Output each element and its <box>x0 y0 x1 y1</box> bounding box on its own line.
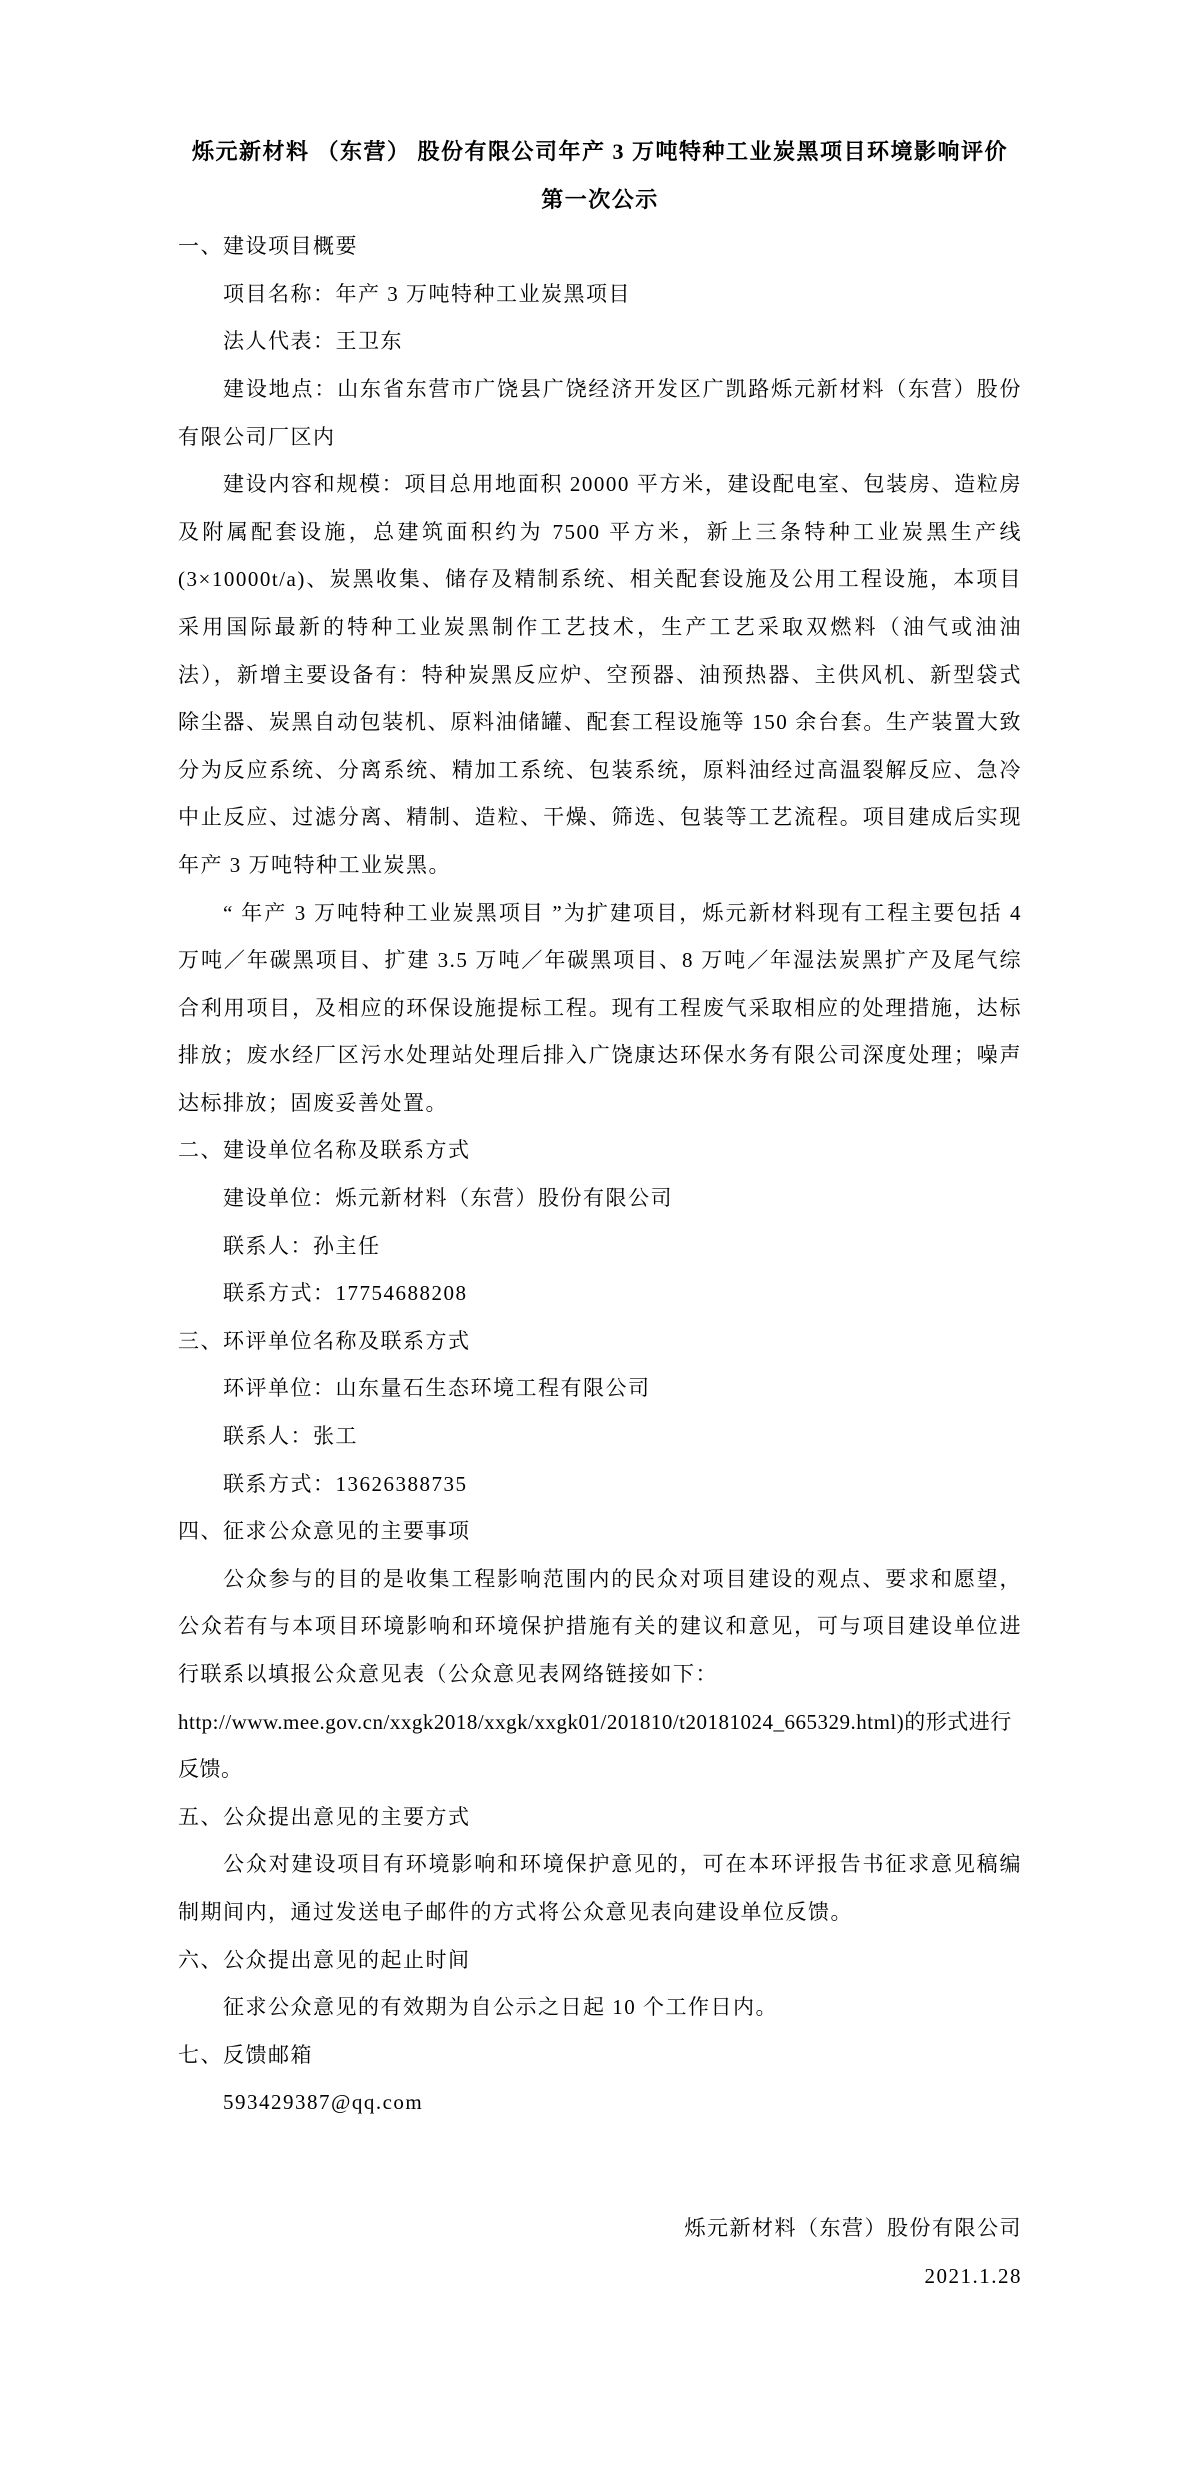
existing-project-paragraph: “ 年产 3 万吨特种工业炭黑项目 ”为扩建项目，烁元新材料现有工程主要包括 4 万吨／年碳黑项目、扩建 3.5 万吨／年碳黑项目、8 万吨／年湿法炭黑扩产及尾气综合利用项目，及相应的环保设施提标工程。现有工程废气采取相应的处理措施，达标排放；废水经厂区污水处理站处理后排入广饶康达环保水务有限公司深度处理；噪声达标排放；固废妥善处置。 <box>178 900 1022 1115</box>
section-1-heading: 一、建设项目概要 <box>178 234 358 259</box>
owner-contact-phone-line: 联系方式：17754688208 <box>223 1281 468 1306</box>
section-feedback-email <box>178 2032 1022 2127</box>
eia-contact-phone-line: 联系方式：13626388735 <box>223 1471 468 1496</box>
project-name-line: 项目名称：年产 3 万吨特种工业炭黑项目 <box>223 281 631 306</box>
section-public-opinion-items <box>178 1508 1022 1794</box>
section-2-heading: 二、建设单位名称及联系方式 <box>178 1138 471 1163</box>
owner-contact-person-line: 联系人：孙主任 <box>223 1233 381 1258</box>
section-owner-contact <box>178 1127 1022 1317</box>
public-participation-paragraph: 公众参与的目的是收集工程影响范围内的民众对项目建设的观点、要求和愿望，公众若有与本项目环境影响和环境保护措施有关的建议和意见，可与项目建设单位进行联系以填报公众意见表（公众意见表网络链接如下： <box>178 1566 1022 1686</box>
feedback-email-line: 593429387@qq.com <box>223 2090 424 2115</box>
section-3-heading: 三、环评单位名称及联系方式 <box>178 1328 471 1353</box>
document-footer <box>178 2205 1022 2300</box>
opinion-method-paragraph: 公众对建设项目有环境影响和环境保护意见的，可在本环评报告书征求意见稿编制期间内，通过发送电子邮件的方式将公众意见表向建设单位反馈。 <box>178 1852 1022 1924</box>
section-5-heading: 五、公众提出意见的主要方式 <box>178 1804 471 1829</box>
section-opinion-period <box>178 1937 1022 2032</box>
legal-representative-line: 法人代表：王卫东 <box>223 329 403 354</box>
eia-contact-person-line: 联系人：张工 <box>223 1424 358 1449</box>
section-7-heading: 七、反馈邮箱 <box>178 2042 313 2067</box>
document-subtitle: 第一次公示 <box>541 186 659 212</box>
feedback-url-paragraph: http://www.mee.gov.cn/xxgk2018/xxgk/xxgk01/201810/t20181024_665329.html)的形式进行反馈。 <box>178 1709 1012 1782</box>
owner-unit-line: 建设单位：烁元新材料（东营）股份有限公司 <box>223 1186 673 1211</box>
document-title: 烁元新材料 （东营） 股份有限公司年产 3 万吨特种工业炭黑项目环境影响评价 <box>191 139 1008 164</box>
section-eia-agency-contact <box>178 1318 1022 1508</box>
construction-scale-paragraph: 建设内容和规模：项目总用地面积 20000 平方米，建设配电室、包装房、造粒房及附属配套设施，总建筑面积约为 7500 平方米，新上三条特种工业炭黑生产线(3×10000t/a)、炭黑收集、储存及精制系统、相关配套设施及公用工程设施，本项目采用国际最新的特种工业炭黑制作工艺技术，生产工艺采取双燃料（油气或油油法），新增主要设备有：特种炭黑反应炉、空预器、油预热器、主供风机、新型袋式除尘器、炭黑自动包装机、原料油储罐、配套工程设施等 150 余台套。生产装置大致分为反应系统、分离系统、精加工系统、包装系统，原料油经过高温裂解反应、急冷中止反应、过滤分离、精制、造粒、干燥、筛选、包装等工艺流程。项目建成后实现年产 3 万吨特种工业炭黑。 <box>178 472 1022 877</box>
eia-unit-line: 环评单位：山东量石生态环境工程有限公司 <box>223 1376 651 1401</box>
section-6-heading: 六、公众提出意见的起止时间 <box>178 1947 471 1972</box>
section-opinion-methods <box>178 1794 1022 1937</box>
section-overview <box>178 223 1022 1127</box>
footer-company: 烁元新材料（东营）股份有限公司 <box>684 2215 1022 2240</box>
footer-date: 2021.1.28 <box>924 2263 1022 2288</box>
section-4-heading: 四、征求公众意见的主要事项 <box>178 1519 471 1544</box>
construction-site-paragraph: 建设地点：山东省东营市广饶县广饶经济开发区广凯路烁元新材料（东营）股份有限公司厂区内 <box>178 376 1022 449</box>
opinion-period-paragraph: 征求公众意见的有效期为自公示之日起 10 个工作日内。 <box>223 1995 778 2020</box>
